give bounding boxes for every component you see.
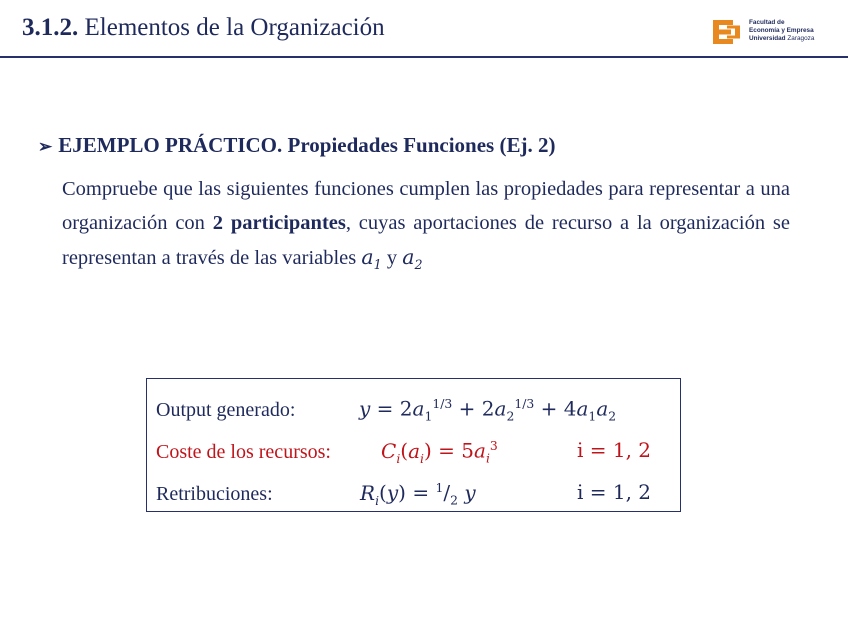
retribution-formula: $R_i(y) = ^1/_2$ y <box>360 480 476 508</box>
output-label: Output generado: <box>156 399 296 421</box>
section-number: 3.1.2. <box>22 14 79 41</box>
example-description <box>62 172 790 282</box>
logo-text <box>749 19 814 43</box>
formula-box <box>146 378 681 512</box>
variable-a1: $a_1$ <box>361 245 382 273</box>
description-part-2: , cuyas aportaciones de recurso a la organización se representan a través de las variables <box>62 212 790 269</box>
header-divider <box>0 56 848 58</box>
example-heading-text: EJEMPLO PRÁCTICO. Propiedades Funciones (Ej. 2) <box>58 133 556 157</box>
description-conjunction: y <box>381 247 403 269</box>
logo-line-3 <box>749 35 814 43</box>
output-formula: $y = 2a_1^{1/3} + 2a_2^{1/3} + 4a_1a_2$ <box>359 396 617 424</box>
faculty-logo <box>711 15 841 51</box>
cost-index: i = 1, 2 <box>577 438 652 462</box>
description-part-1: Compruebe que las siguientes funciones cumplen las propiedades para representar a una organización con <box>62 178 790 234</box>
retribution-label: Retribuciones: <box>156 483 273 505</box>
logo-mark-icon <box>711 17 742 47</box>
logo-line-2: Economía y Empresa <box>749 27 814 34</box>
variable-a2: $a_2$ <box>402 245 423 273</box>
logo-line-1: Facultad de <box>749 19 785 26</box>
section-title: Elementos de la Organización <box>84 14 385 41</box>
cost-label: Coste de los recursos: <box>156 441 331 463</box>
arrow-bullet-icon: ➢ <box>38 137 53 156</box>
cost-formula: $C_i(a_i) = 5a_i^3$ <box>381 438 498 466</box>
retribution-index: i = 1, 2 <box>577 480 652 504</box>
example-heading <box>38 133 555 158</box>
page-title <box>22 14 385 42</box>
logo-line-3-bold: Universidad <box>749 35 786 42</box>
description-bold: 2 participantes <box>212 212 346 234</box>
logo-line-3-regular: Zaragoza <box>787 35 815 42</box>
